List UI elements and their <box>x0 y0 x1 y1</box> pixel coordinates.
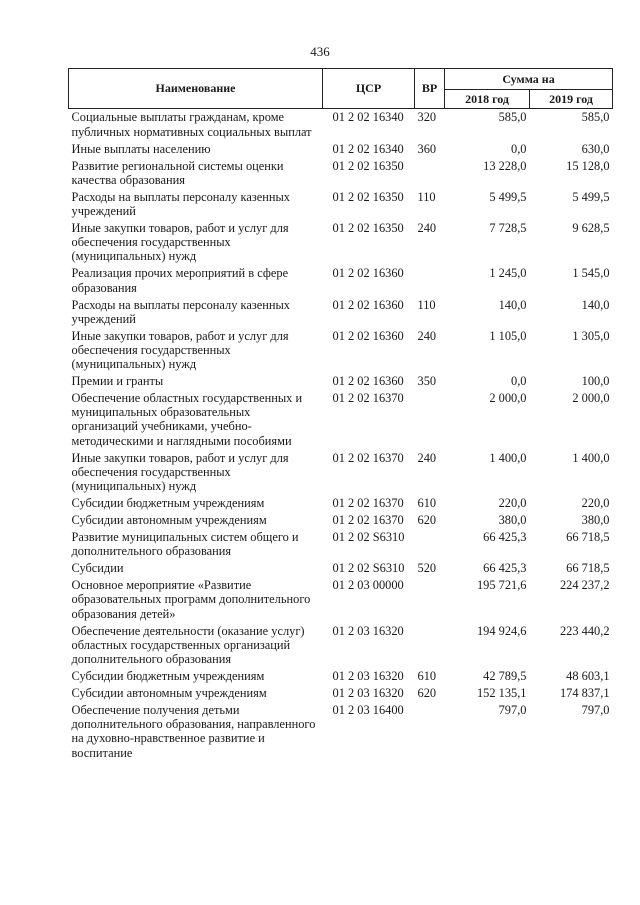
row-name: Расходы на выплаты персоналу казенных учреждений <box>71 297 290 326</box>
row-sum-2019: 9 628,5 <box>572 220 610 235</box>
row-sum-2019: 174 837,1 <box>559 685 610 700</box>
row-csr: 01 2 02 S6310 <box>332 530 405 545</box>
row-sum-2018: 1 400,0 <box>489 450 527 465</box>
row-csr: 01 2 02 16350 <box>332 220 404 235</box>
row-sum-2018: 2 000,0 <box>489 391 527 406</box>
row-csr: 01 2 02 16360 <box>332 297 404 312</box>
table-row <box>69 685 613 702</box>
row-sum-2019: 48 603,1 <box>566 668 610 683</box>
row-name: Расходы на выплаты персоналу казенных учреждений <box>71 189 290 218</box>
row-name: Иные закупки товаров, работ и услуг для обеспечения государственных (муниципальных) нужд <box>71 450 289 494</box>
row-name: Субсидии автономным учреждениям <box>71 685 267 700</box>
row-name: Субсидии автономным учреждениям <box>71 513 267 528</box>
table-row <box>69 577 613 622</box>
row-vr: 620 <box>417 513 437 528</box>
row-sum-2019: 630,0 <box>581 141 610 156</box>
row-sum-2019: 140,0 <box>581 297 610 312</box>
row-name: Реализация прочих мероприятий в сфере образования <box>71 266 289 295</box>
row-csr: 01 2 02 16360 <box>332 374 404 389</box>
header-sum: Сумма на <box>445 69 613 90</box>
row-csr: 01 2 02 16350 <box>332 158 404 173</box>
row-sum-2019: 585,0 <box>581 110 610 125</box>
table-row <box>69 188 613 219</box>
row-vr: 610 <box>417 496 437 511</box>
table-row <box>69 560 613 577</box>
row-vr: 240 <box>417 328 437 343</box>
table-header <box>69 69 613 109</box>
row-csr: 01 2 02 16370 <box>332 450 404 465</box>
row-csr: 01 2 03 16400 <box>332 702 404 717</box>
row-vr: 240 <box>417 450 437 465</box>
row-sum-2018: 797,0 <box>498 702 527 717</box>
row-sum-2019: 5 499,5 <box>572 189 610 204</box>
row-csr: 01 2 02 16370 <box>332 391 404 406</box>
table-row <box>69 109 613 141</box>
row-name: Социальные выплаты гражданам, кроме публичных нормативных социальных выплат <box>71 110 312 139</box>
row-sum-2019: 1 305,0 <box>572 328 610 343</box>
table-row <box>69 449 613 494</box>
row-sum-2019: 66 718,5 <box>566 530 610 545</box>
row-vr: 620 <box>417 685 437 700</box>
table-row <box>69 296 613 327</box>
row-csr: 01 2 02 16370 <box>332 513 404 528</box>
row-vr <box>415 622 445 667</box>
row-sum-2019: 15 128,0 <box>566 158 610 173</box>
row-vr <box>415 529 445 560</box>
row-sum-2018: 0,0 <box>511 374 527 389</box>
row-sum-2018: 42 789,5 <box>483 668 527 683</box>
row-csr: 01 2 03 16320 <box>332 623 404 638</box>
row-csr: 01 2 02 16340 <box>332 110 404 125</box>
row-sum-2019: 2 000,0 <box>572 391 610 406</box>
row-name: Премии и гранты <box>71 374 164 389</box>
table-row <box>69 327 613 372</box>
row-sum-2019: 66 718,5 <box>566 561 610 576</box>
row-csr: 01 2 02 16350 <box>332 189 404 204</box>
row-sum-2018: 1 105,0 <box>489 328 527 343</box>
table-row <box>69 265 613 296</box>
row-vr: 610 <box>417 668 437 683</box>
row-vr: 110 <box>417 189 436 204</box>
row-csr: 01 2 02 S6310 <box>332 561 405 576</box>
row-vr <box>415 157 445 188</box>
row-csr: 01 2 02 16370 <box>332 496 404 511</box>
header-name: Наименование <box>69 69 323 109</box>
table-row <box>69 668 613 685</box>
row-name: Субсидии бюджетным учреждениям <box>71 496 265 511</box>
row-sum-2019: 1 545,0 <box>572 266 610 281</box>
row-vr <box>415 577 445 622</box>
row-name: Иные закупки товаров, работ и услуг для обеспечения государственных (муниципальных) нужд <box>71 328 289 372</box>
row-sum-2018: 220,0 <box>498 496 527 511</box>
header-year-2018: 2018 год <box>445 90 530 109</box>
row-sum-2018: 380,0 <box>498 513 527 528</box>
row-sum-2018: 152 135,1 <box>476 685 527 700</box>
row-sum-2018: 13 228,0 <box>483 158 527 173</box>
row-vr: 110 <box>417 297 436 312</box>
table-row <box>69 390 613 450</box>
row-sum-2018: 66 425,3 <box>483 530 527 545</box>
row-name: Развитие муниципальных систем общего и дополнительного образования <box>71 530 299 559</box>
header-csr: ЦСР <box>323 69 415 109</box>
row-name: Субсидии бюджетным учреждениям <box>71 668 265 683</box>
row-sum-2018: 5 499,5 <box>489 189 527 204</box>
row-name: Развитие региональной системы оценки качества образования <box>71 158 284 187</box>
row-sum-2019: 797,0 <box>581 702 610 717</box>
row-name: Иные закупки товаров, работ и услуг для обеспечения государственных (муниципальных) нужд <box>71 220 289 264</box>
row-sum-2018: 66 425,3 <box>483 561 527 576</box>
table-row <box>69 529 613 560</box>
row-vr: 350 <box>417 374 437 389</box>
table-row <box>69 140 613 157</box>
row-sum-2019: 223 440,2 <box>559 623 610 638</box>
row-csr: 01 2 02 16340 <box>332 141 404 156</box>
row-sum-2019: 220,0 <box>581 496 610 511</box>
row-sum-2019: 1 400,0 <box>572 450 610 465</box>
table-row <box>69 622 613 667</box>
row-csr: 01 2 02 16360 <box>332 266 404 281</box>
row-sum-2018: 195 721,6 <box>476 578 527 593</box>
row-csr: 01 2 02 16360 <box>332 328 404 343</box>
row-sum-2019: 224 237,2 <box>559 578 610 593</box>
row-sum-2018: 7 728,5 <box>489 220 527 235</box>
header-year-2019: 2019 год <box>530 90 613 109</box>
row-sum-2018: 585,0 <box>498 110 527 125</box>
row-csr: 01 2 03 16320 <box>332 685 404 700</box>
row-name: Иные выплаты населению <box>71 141 211 156</box>
page-number: 436 <box>310 44 330 59</box>
table-row <box>69 220 613 265</box>
row-sum-2019: 380,0 <box>581 513 610 528</box>
header-vr: ВР <box>415 69 445 109</box>
row-sum-2018: 140,0 <box>498 297 527 312</box>
table-row <box>69 495 613 512</box>
budget-table-container <box>68 68 612 761</box>
table-row <box>69 157 613 188</box>
budget-table <box>68 68 613 761</box>
table-row <box>69 512 613 529</box>
row-sum-2019: 100,0 <box>581 374 610 389</box>
row-name: Основное мероприятие «Развитие образовательных программ дополнительного образования детей» <box>71 578 311 621</box>
row-name: Обеспечение областных государственных и муниципальных образовательных организаций учебниками, учебно-методическими и наглядными пособиями <box>71 391 303 448</box>
row-sum-2018: 194 924,6 <box>476 623 527 638</box>
row-vr <box>415 702 445 762</box>
row-vr <box>415 390 445 450</box>
row-csr: 01 2 03 16320 <box>332 668 404 683</box>
row-sum-2018: 0,0 <box>511 141 527 156</box>
table-body <box>69 109 613 762</box>
row-name: Обеспечение получения детьми дополнительного образования, направленного на духовно-нравственное развитие и воспитание <box>71 702 316 760</box>
row-vr: 320 <box>417 110 437 125</box>
row-vr <box>415 265 445 296</box>
table-row <box>69 702 613 762</box>
row-name: Обеспечение деятельности (оказание услуг) областных государственных организаций дополнительного образования <box>71 623 305 666</box>
row-name: Субсидии <box>71 561 124 576</box>
row-vr: 240 <box>417 220 437 235</box>
row-vr: 360 <box>417 141 437 156</box>
table-row <box>69 373 613 390</box>
row-sum-2018: 1 245,0 <box>489 266 527 281</box>
row-vr: 520 <box>417 561 437 576</box>
row-csr: 01 2 03 00000 <box>332 578 404 593</box>
